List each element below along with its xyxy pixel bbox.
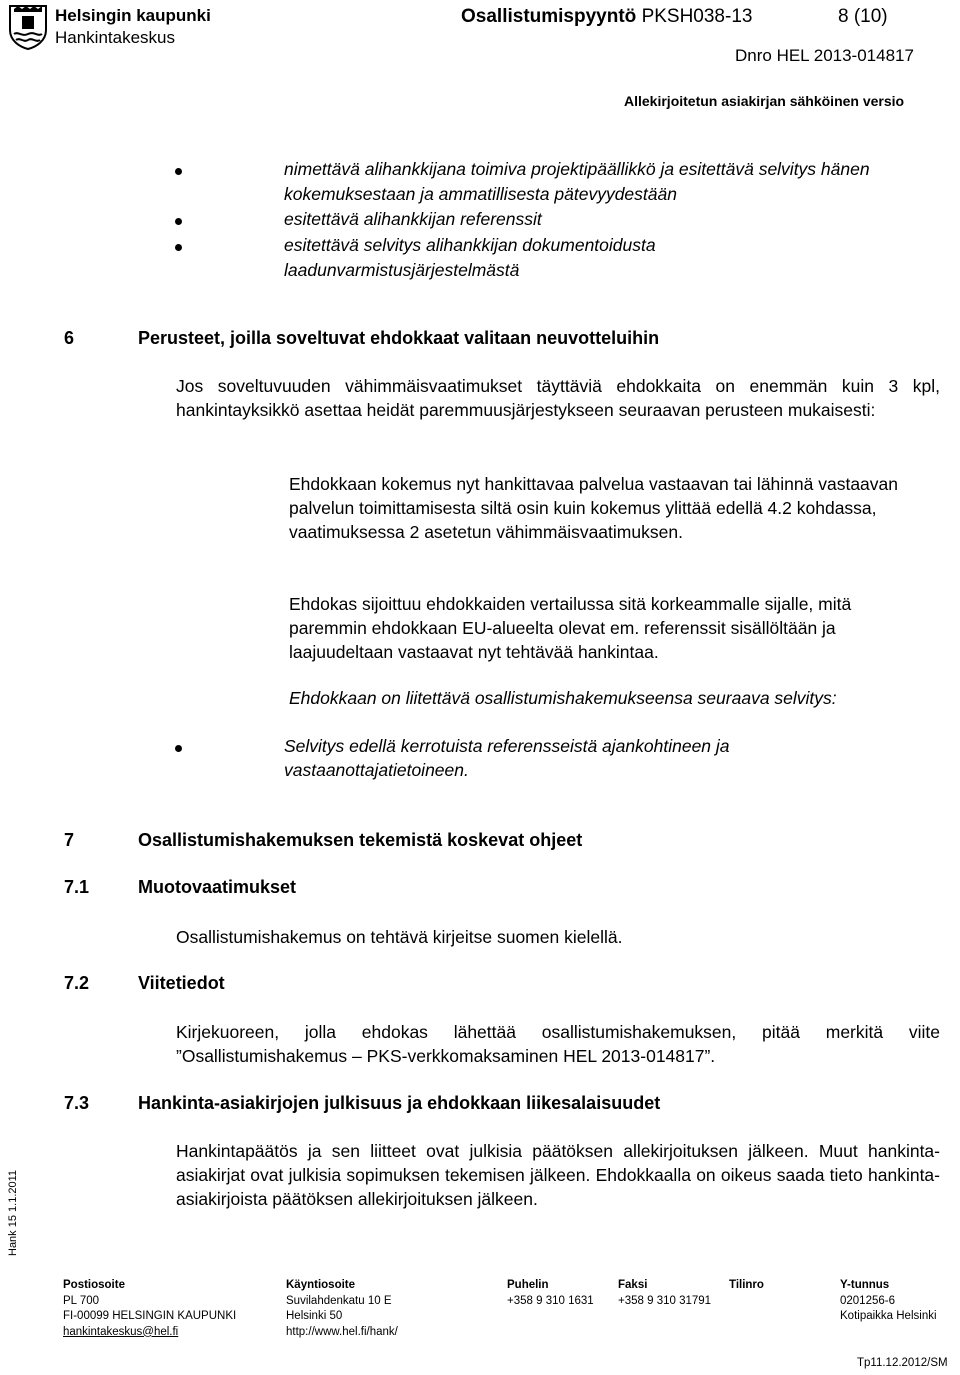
list-item: esitettävä selvitys alihankkijan dokumentoidusta laadunvarmistusjärjestelmästä: [284, 235, 656, 280]
footer-phone-value: +358 9 310 1631: [507, 1294, 594, 1307]
section-7-1-title: Muotovaatimukset: [138, 877, 297, 897]
section-7-3-number: 7.3: [64, 1093, 90, 1113]
section-7-2-number: 7.2: [64, 973, 90, 993]
bullet-icon: [175, 745, 182, 752]
footer-postal-2: FI-00099 HELSINGIN KAUPUNKI: [63, 1310, 237, 1322]
footer-domicile: Kotipaikka Helsinki: [840, 1310, 937, 1322]
signature-note: Allekirjoitetun asiakirjan sähköinen versio: [624, 93, 905, 109]
helsinki-crest-icon: [8, 4, 48, 50]
section-7-3-text: Hankintapäätös ja sen liitteet ovat julkisia päätöksen allekirjoituksen jälkeen. Muut hankinta-asiakirjat ovat julkisia sopimuksen tekemisen jälkeen. Ehdokkaalla on oikeus saada tieto hankinta-asiakirjoista päätöksen allekirjoituksen jälkeen.: [176, 1141, 940, 1209]
section-7-number: 7: [64, 830, 75, 850]
footer-postal-1: PL 700: [63, 1294, 100, 1307]
section-6-attach-title: Ehdokkaan on liitettävä osallistumishakemukseensa seuraava selvitys:: [289, 688, 837, 708]
footer-fax: [618, 1278, 711, 1309]
list-item: esitettävä alihankkijan referenssit: [284, 209, 542, 229]
footer-visit-2: Helsinki 50: [286, 1310, 343, 1322]
section-7-1-text: Osallistumishakemus on tehtävä kirjeitse suomen kielellä.: [176, 927, 623, 947]
section-7-3-title: Hankinta-asiakirjojen julkisuus ja ehdokkaan liikesalaisuudet: [138, 1093, 661, 1113]
doc-title-bold: Osallistumispyyntö: [461, 6, 637, 27]
section-6-criterion: Ehdokkaan kokemus nyt hankittavaa palvelua vastaavan tai lähinnä vastaavan palvelun toimittamisesta siltä osin kuin kokemus ylittää edellä 4.2 kohdassa, vaatimuksessa 2 asetetun vähimmäisvaatimuksen.: [289, 474, 899, 542]
footer-account: [729, 1278, 764, 1294]
section-6-title: Perusteet, joilla soveltuvat ehdokkaat valitaan neuvotteluihin: [138, 328, 660, 348]
footer-fax-value: +358 9 310 31791: [618, 1294, 712, 1307]
footer-postal-label: Postiosoite: [63, 1279, 125, 1291]
footer-phone-label: Puhelin: [507, 1279, 549, 1291]
footer-email-link[interactable]: hankintakeskus@hel.fi: [63, 1325, 179, 1338]
org-name: Helsingin kaupunki: [55, 6, 211, 25]
section-7-1-number: 7.1: [64, 877, 90, 897]
doc-title: [461, 6, 752, 28]
footer-ytunnus-label: Y-tunnus: [840, 1279, 890, 1291]
footer-phone: [507, 1278, 594, 1309]
section-6-intro: Jos soveltuvuuden vähimmäisvaatimukset täyttäviä ehdokkaita on enemmän kuin 3 kpl, hankintayksikkö asettaa heidät paremmuusjärjestykseen seuraavan perusteen mukaisesti:: [176, 376, 940, 420]
side-note: Hank 15 1.1.2011: [7, 1169, 19, 1256]
section-6-number: 6: [64, 328, 75, 348]
bullet-icon: [175, 168, 182, 175]
list-item: nimettävä alihankkijana toimiva projektipäällikkö ja esitettävä selvitys hänen kokemuksestaan ja ammatillisesta pätevyydestään: [284, 159, 870, 204]
section-6-ranking: Ehdokas sijoittuu ehdokkaiden vertailussa sitä korkeammalle sijalle, mitä paremmin ehdokkaan EU-alueelta olevat em. referenssit sisällöltään ja laajuudeltaan vastaavat nyt tehtävää hankintaa.: [289, 594, 852, 662]
bullet-icon: [175, 218, 182, 225]
footer-fax-label: Faksi: [618, 1279, 648, 1291]
footer-visit: [286, 1278, 398, 1340]
footer-visit-label: Käyntiosoite: [286, 1279, 356, 1291]
bullet-icon: [175, 244, 182, 251]
section-7-2-text-1: Kirjekuoreen, jolla ehdokas lähettää osallistumishakemuksen, pitää merkitä viite: [176, 1022, 940, 1042]
footer-account-label: Tilinro: [729, 1279, 764, 1291]
page-number: 8 (10): [838, 6, 888, 27]
form-code: Tp11.12.2012/SM: [857, 1357, 948, 1369]
footer-ytunnus: [840, 1278, 937, 1325]
footer-visit-1: Suvilahdenkatu 10 E: [286, 1294, 392, 1307]
doc-code: PKSH038-13: [641, 6, 753, 27]
list-item: Selvitys edellä kerrotuista referensseistä ajankohtineen ja vastaanottajatietoineen.: [284, 736, 730, 780]
footer-web-link[interactable]: http://www.hel.fi/hank/: [286, 1325, 398, 1338]
org-unit: Hankintakeskus: [55, 28, 176, 47]
dnro: Dnro HEL 2013-014817: [735, 46, 914, 65]
section-7-2-title: Viitetiedot: [138, 973, 225, 993]
section-7-title: Osallistumishakemuksen tekemistä koskevat ohjeet: [138, 830, 583, 850]
footer-ytunnus-value: 0201256-6: [840, 1294, 895, 1307]
section-7-2-text-2: ”Osallistumishakemus – PKS-verkkomaksaminen HEL 2013-014817”.: [176, 1046, 716, 1066]
footer-postal: [63, 1278, 236, 1340]
